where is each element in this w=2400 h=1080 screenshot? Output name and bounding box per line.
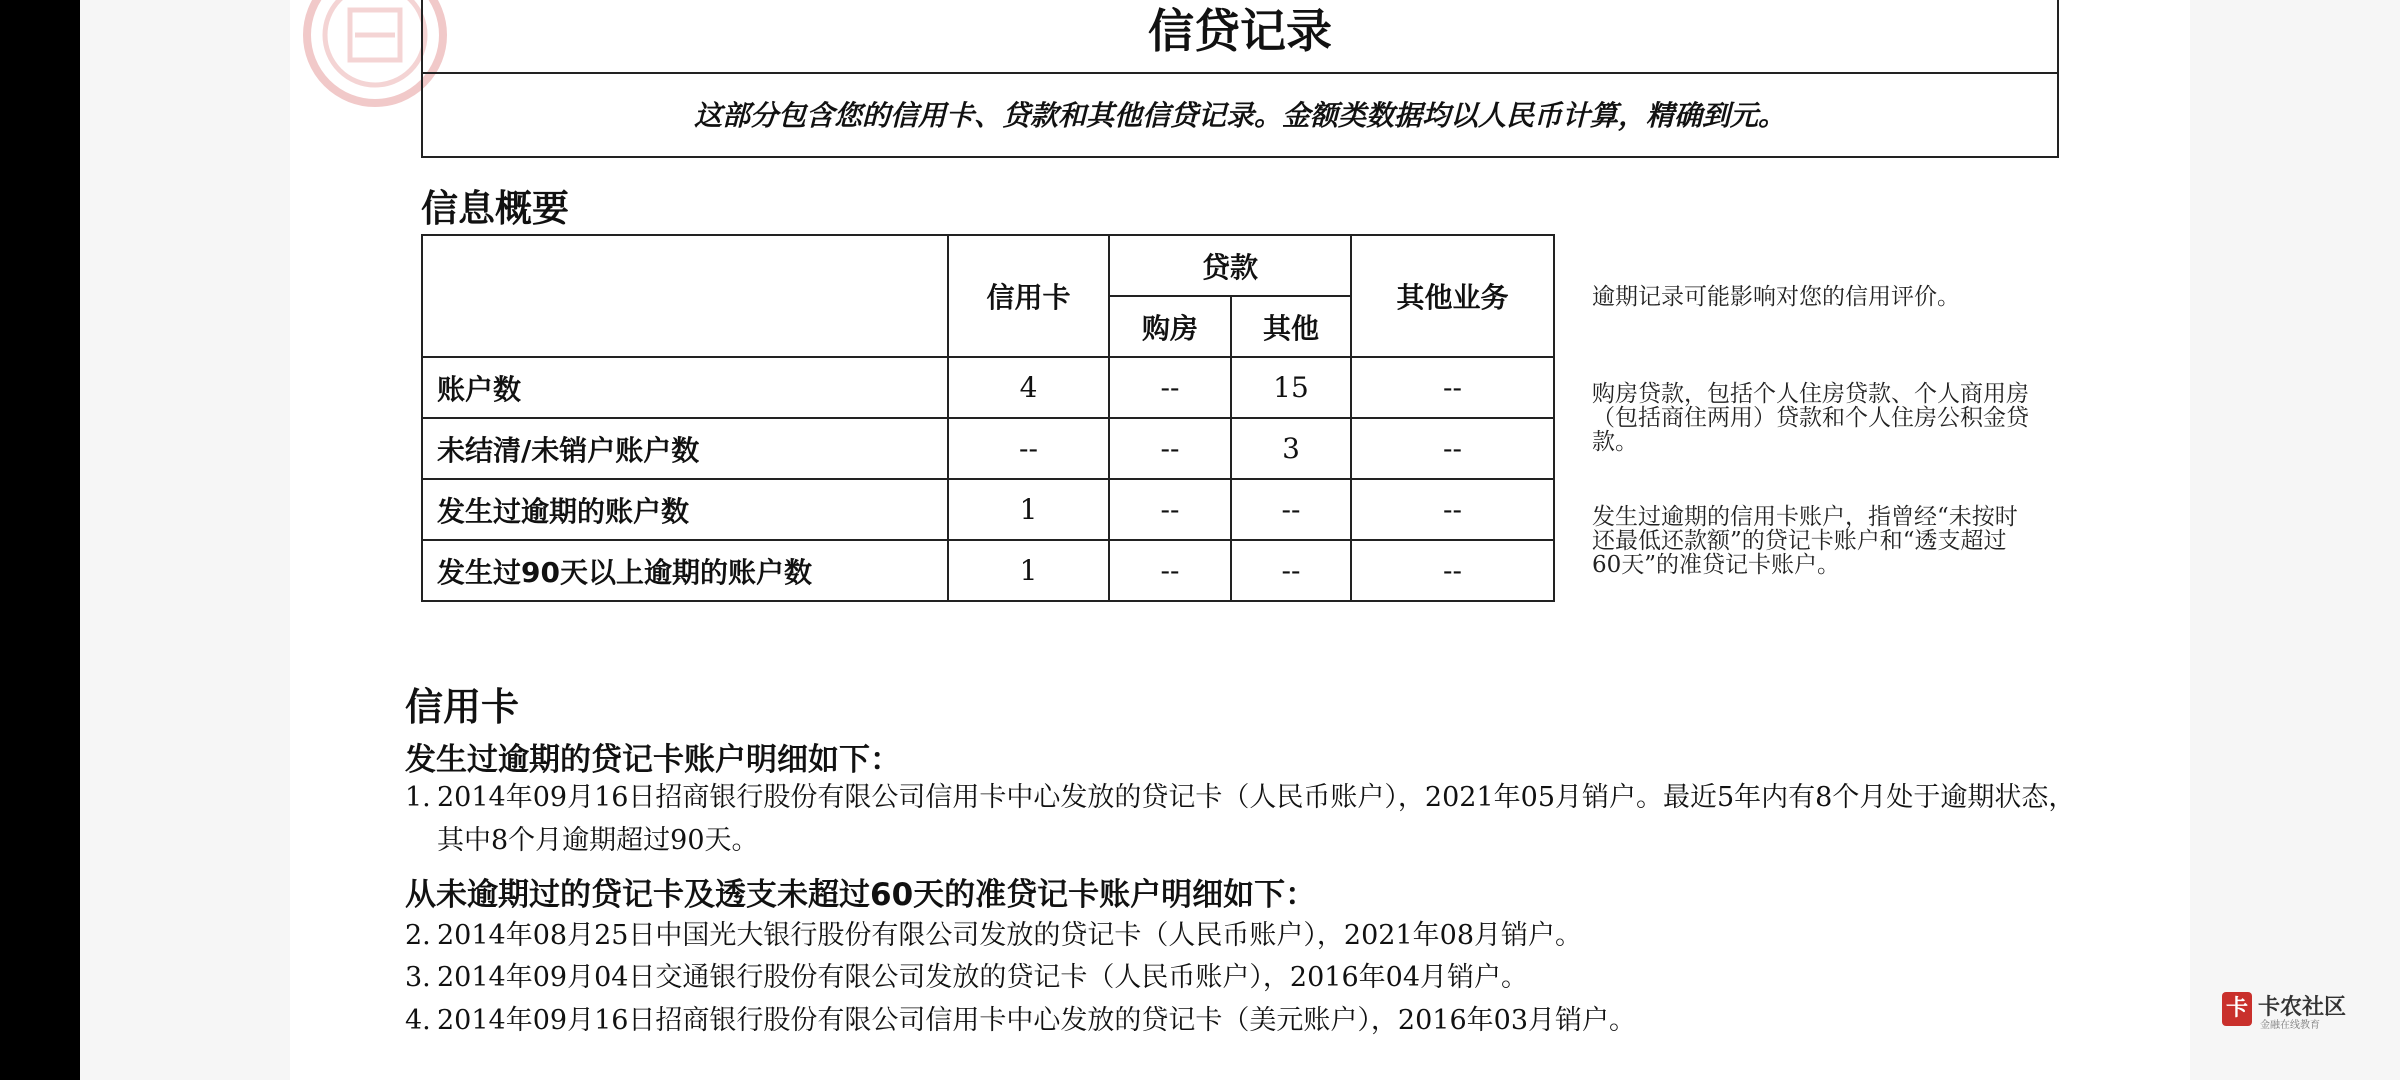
black-side-bar — [0, 0, 80, 1080]
table-row — [422, 479, 1554, 540]
community-watermark-logo — [2222, 992, 2347, 1031]
overdue-heading: 发生过逾期的贷记卡账户明细如下： — [405, 742, 901, 778]
item-text: 2014年08月25日中国光大银行股份有限公司发放的贷记卡（人民币账户），2021年08月销户。 — [437, 920, 1582, 951]
cell-other: 15 — [1231, 357, 1351, 418]
note-house-loan: 购房贷款，包括个人住房贷款、个人商用房（包括商住两用）贷款和个人住房公积金贷款。 — [1592, 381, 2029, 455]
row-label: 未结清/未销户账户数 — [422, 418, 948, 479]
cell-house: -- — [1109, 540, 1231, 601]
list-item — [405, 914, 2085, 957]
page-title: 信贷记录 — [423, 0, 2057, 74]
cell-business: -- — [1351, 418, 1554, 479]
cell-credit-card: 4 — [948, 357, 1109, 418]
item-text: 2014年09月16日招商银行股份有限公司信用卡中心发放的贷记卡（美元账户），2016年03月销户。 — [437, 1005, 1636, 1036]
table-row — [422, 418, 1554, 479]
cell-credit-card: -- — [948, 418, 1109, 479]
cell-business: -- — [1351, 357, 1554, 418]
cell-other: -- — [1231, 479, 1351, 540]
list-item — [405, 956, 2085, 999]
logo-icon: 卡 — [2222, 992, 2252, 1026]
cell-house: -- — [1109, 357, 1231, 418]
cell-house: -- — [1109, 479, 1231, 540]
row-label: 发生过逾期的账户数 — [422, 479, 948, 540]
header-other-business: 其他业务 — [1351, 235, 1554, 357]
header-credit-card: 信用卡 — [948, 235, 1109, 357]
header-description: 这部分包含您的信用卡、贷款和其他信贷记录。金额类数据均以人民币计算，精确到元。 — [693, 99, 1786, 132]
cell-other: -- — [1231, 540, 1351, 601]
header-loan-house: 购房 — [1109, 296, 1231, 357]
summary-table — [421, 234, 1555, 602]
item-number: 4. — [405, 1005, 431, 1036]
note-overdue-definition: 发生过逾期的信用卡账户，指曾经“未按时还最低还款额”的贷记卡账户和“透支超过60天”的准贷记卡账户。 — [1592, 504, 2018, 578]
list-item — [405, 999, 2085, 1042]
header-box — [421, 0, 2059, 158]
table-row — [422, 357, 1554, 418]
item-number: 3. — [405, 962, 431, 993]
header-loan: 贷款 — [1109, 235, 1351, 296]
item-text: 2014年09月04日交通银行股份有限公司发放的贷记卡（人民币账户），2016年04月销户。 — [437, 962, 1528, 993]
row-label: 发生过90天以上逾期的账户数 — [422, 540, 948, 601]
logo-name: 卡农社区 — [2258, 995, 2347, 1020]
header-loan-other: 其他 — [1231, 296, 1351, 357]
cell-business: -- — [1351, 479, 1554, 540]
item-text: 2014年09月16日招商银行股份有限公司信用卡中心发放的贷记卡（人民币账户），2021年05月销户。最近5年内有8个月处于逾期状态，其中8个月逾期超过90天。 — [437, 782, 2076, 856]
credit-card-section-title: 信用卡 — [405, 685, 520, 729]
row-label: 账户数 — [422, 357, 948, 418]
cell-house: -- — [1109, 418, 1231, 479]
left-margin — [80, 0, 290, 1080]
normal-heading: 从未逾期过的贷记卡及透支未超过60天的准贷记卡账户明细如下： — [405, 877, 1317, 913]
note-overdue-impact: 逾期记录可能影响对您的信用评价。 — [1592, 284, 1960, 310]
cell-credit-card: 1 — [948, 479, 1109, 540]
item-number: 1. — [405, 782, 431, 813]
cell-other: 3 — [1231, 418, 1351, 479]
cell-business: -- — [1351, 540, 1554, 601]
right-margin — [2190, 0, 2400, 1080]
list-item — [405, 776, 2085, 862]
table-row — [422, 540, 1554, 601]
cell-credit-card: 1 — [948, 540, 1109, 601]
summary-title: 信息概要 — [421, 187, 569, 230]
item-number: 2. — [405, 920, 431, 951]
corner-cell — [422, 235, 948, 357]
logo-tagline: 金融在线教育 — [2260, 1020, 2320, 1031]
